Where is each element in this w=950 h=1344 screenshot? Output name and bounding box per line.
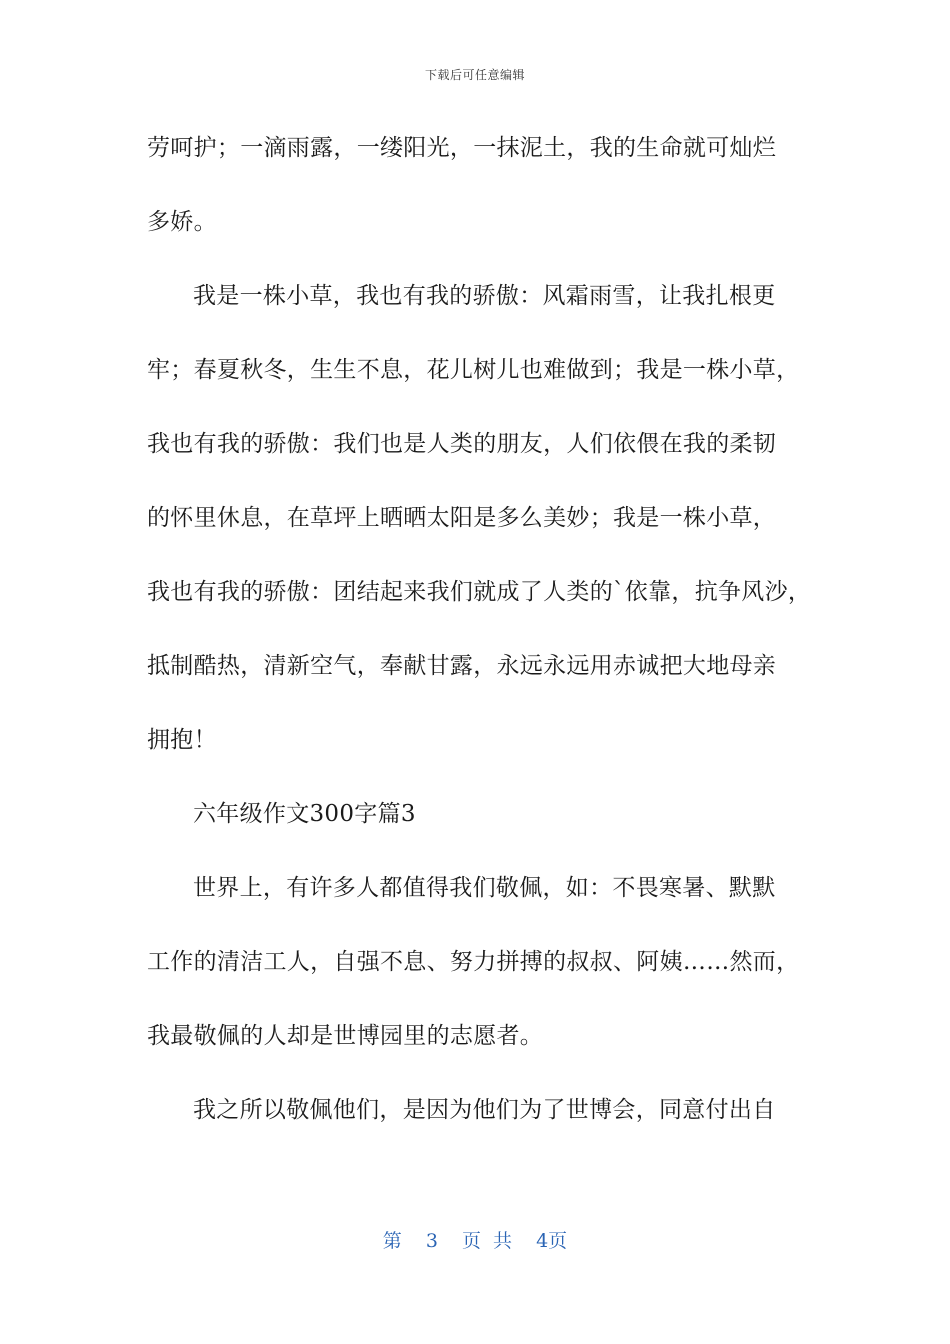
page-header: 下载后可任意编辑 (424, 68, 525, 82)
text-line: 工作的清洁工人，自强不息、努力拼搏的叔叔、阿姨……然而， (147, 949, 800, 975)
text-line: 我也有我的骄傲：团结起来我们就成了人类的`依靠，抗争风沙， (147, 579, 812, 605)
section-heading: 六年级作文300字篇3 (193, 801, 416, 827)
text-line: 世界上，有许多人都值得我们敬佩，如：不畏寒暑、默默 (193, 875, 776, 901)
page-footer (0, 1226, 950, 1253)
text-line: 我之所以敬佩他们，是因为他们为了世博会，同意付出自 (193, 1097, 776, 1123)
text-line: 牢；春夏秋冬，生生不息，花儿树儿也难做到；我是一株小草， (147, 357, 800, 383)
footer-total-pages: 4页 (536, 1230, 568, 1252)
text-line: 多娇。 (147, 209, 217, 235)
text-line: 我最敬佩的人却是世博园里的志愿者。 (147, 1023, 544, 1049)
footer-prefix: 第 (382, 1230, 402, 1252)
text-line: 抵制酷热，清新空气，奉献甘露，永远永远用赤诚把大地母亲 (147, 653, 777, 679)
text-line: 的怀里休息，在草坪上晒晒太阳是多么美妙；我是一株小草， (147, 505, 777, 531)
text-line: 拥抱！ (147, 727, 217, 753)
document-body (147, 124, 827, 1160)
text-line: 我也有我的骄傲：我们也是人类的朋友，人们依偎在我的柔韧 (147, 431, 777, 457)
text-line: 我是一株小草，我也有我的骄傲：风霜雨雪，让我扎根更 (193, 283, 776, 309)
footer-current-page: 3 (425, 1230, 438, 1252)
text-line: 劳呵护；一滴雨露，一缕阳光，一抹泥土，我的生命就可灿烂 (147, 135, 777, 161)
footer-middle: 页 共 (462, 1230, 513, 1252)
